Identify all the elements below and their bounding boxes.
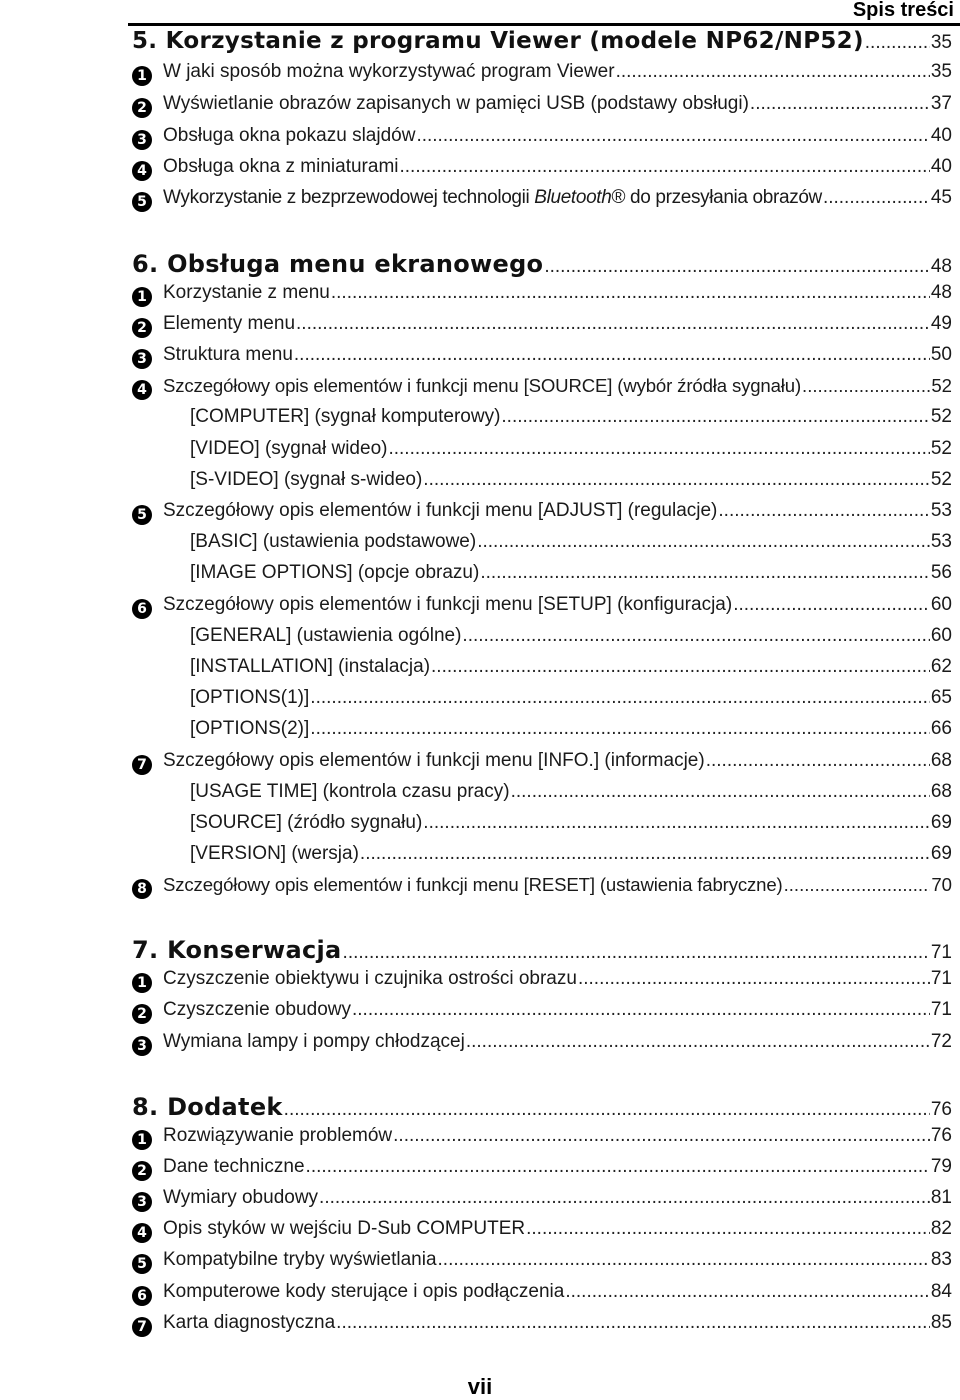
toc-entry-row [190, 812, 952, 834]
toc-entry-row [190, 656, 952, 678]
toc-page-number: 52 [931, 375, 952, 396]
toc-subentry[interactable] [0, 656, 952, 686]
dot-leader [306, 1156, 930, 1178]
toc-entry-row [132, 936, 952, 964]
toc-number-badge: 7 [132, 1317, 152, 1337]
toc-entry-row [190, 718, 952, 740]
toc-entry-title: 8. Dodatek [132, 1093, 283, 1121]
toc-entry-title: Komputerowe kody sterujące i opis podłączenia [163, 1281, 565, 1302]
toc-entry-row [163, 874, 952, 896]
toc-page-number: 65 [930, 687, 952, 708]
toc-entry[interactable] [0, 1249, 952, 1279]
toc-entry-row [163, 375, 952, 397]
toc-entry-title: [OPTIONS(1)] [190, 687, 310, 708]
toc-page-number: 71 [930, 942, 952, 963]
toc-page-number: 69 [930, 812, 952, 833]
toc-page-number: 56 [930, 562, 952, 583]
toc-entry-title: [COMPUTER] (sygnał komputerowy) [190, 406, 501, 427]
toc-page-number: 83 [930, 1249, 952, 1270]
dot-leader [526, 1218, 930, 1240]
toc-entry-row [163, 999, 952, 1021]
toc-number-badge: 1 [132, 1130, 152, 1150]
toc-chapter[interactable] [0, 936, 952, 966]
toc-entry[interactable] [0, 750, 952, 780]
toc-entry-title: Obsługa okna pokazu slajdów [163, 125, 416, 146]
toc-number-badge: 2 [132, 1161, 152, 1181]
toc-entry-title: [IMAGE OPTIONS] (opcje obrazu) [190, 562, 480, 583]
dot-leader [802, 375, 930, 397]
toc-page-number: 53 [930, 531, 952, 552]
toc-number-badge: 1 [132, 66, 152, 86]
toc-number-badge: 2 [132, 1004, 152, 1024]
toc-page-number: 45 [930, 187, 952, 208]
toc-entry[interactable] [0, 1218, 952, 1248]
toc-entry[interactable] [0, 187, 952, 217]
toc-page-number: 85 [930, 1312, 952, 1333]
header-rule [128, 23, 960, 26]
toc-entry[interactable] [0, 874, 952, 904]
toc-entry-row [163, 93, 952, 115]
toc-number-badge: 6 [132, 599, 152, 619]
toc-entry-row [163, 1218, 952, 1240]
dot-leader [784, 874, 931, 896]
toc-chapter[interactable] [0, 250, 952, 280]
toc-page-number: 82 [930, 1218, 952, 1239]
dot-leader [865, 32, 930, 54]
toc-number-badge: 6 [132, 1286, 152, 1306]
dot-leader [511, 781, 930, 803]
toc-subentry[interactable] [0, 843, 952, 873]
toc-entry[interactable] [0, 1281, 952, 1311]
toc-entry-row [163, 1312, 952, 1334]
toc-subentry[interactable] [0, 625, 952, 655]
dot-leader [343, 942, 930, 964]
toc-number-badge: 8 [132, 879, 152, 899]
dot-leader [416, 125, 929, 147]
dot-leader [352, 999, 930, 1021]
dot-leader [718, 500, 929, 522]
toc-page-number: 60 [930, 625, 952, 646]
dot-leader [565, 1281, 930, 1303]
toc-page-number: 81 [930, 1187, 952, 1208]
toc-entry-title: Korzystanie z menu [163, 282, 330, 303]
toc-page-number: 70 [931, 874, 952, 895]
toc-entry[interactable] [0, 313, 952, 343]
toc-number-badge: 3 [132, 349, 152, 369]
toc-page-number: 60 [930, 594, 952, 615]
toc-page-number: 79 [930, 1156, 952, 1177]
dot-leader [823, 187, 930, 209]
toc-entry-row [190, 469, 952, 491]
toc-entry-title: [INSTALLATION] (instalacja) [190, 656, 431, 677]
dot-leader [438, 1249, 930, 1271]
toc-entry-title: 6. Obsługa menu ekranowego [132, 250, 544, 278]
toc-entry-row [190, 687, 952, 709]
toc-entry-row [163, 1281, 952, 1303]
page-number: vii [467, 1374, 493, 1399]
toc-entry[interactable] [0, 968, 952, 998]
toc-page-number: 69 [930, 843, 952, 864]
dot-leader [319, 1187, 930, 1209]
toc-page-number: 40 [930, 156, 952, 177]
toc-entry[interactable] [0, 125, 952, 155]
toc-entry-row [163, 1249, 952, 1271]
toc-entry[interactable] [0, 999, 952, 1029]
toc-number-badge: 5 [132, 505, 152, 525]
toc-entry-title: [SOURCE] (źródło sygnału) [190, 812, 423, 833]
toc-page-number: 37 [930, 93, 952, 114]
toc-entry-row [190, 781, 952, 803]
toc-entry-title: 7. Konserwacja [132, 936, 342, 964]
toc-page-number: 48 [930, 282, 952, 303]
toc-number-badge: 4 [132, 161, 152, 181]
toc-entry-row [132, 250, 952, 278]
dot-leader [706, 750, 930, 772]
toc-page-number: 71 [930, 999, 952, 1020]
toc-entry-title: Szczegółowy opis elementów i funkcji menu [ADJUST] (regulacje) [163, 500, 718, 521]
toc-subentry[interactable] [0, 531, 952, 561]
dot-leader [750, 93, 930, 115]
toc-entry[interactable] [0, 156, 952, 186]
toc-entry[interactable] [0, 1031, 952, 1061]
dot-leader [336, 1312, 930, 1334]
dot-leader [360, 843, 930, 865]
toc-entry-row [163, 500, 952, 522]
toc-entry-row [163, 156, 952, 178]
toc-entry-row [163, 61, 952, 83]
toc-entry-row [190, 531, 952, 553]
toc-entry-row [163, 968, 952, 990]
toc-number-badge: 3 [132, 1036, 152, 1056]
toc-entry[interactable] [0, 61, 952, 91]
dot-leader [294, 344, 930, 366]
dot-leader [480, 562, 930, 584]
dot-leader [310, 718, 930, 740]
dot-leader [423, 469, 930, 491]
dot-leader [616, 61, 930, 83]
toc-subentry[interactable] [0, 687, 952, 717]
toc-entry-title: Wyświetlanie obrazów zapisanych w pamięci USB (podstawy obsługi) [163, 93, 749, 114]
dot-leader [310, 687, 930, 709]
toc-entry-title: Rozwiązywanie problemów [163, 1125, 393, 1146]
toc-page-number: 50 [930, 344, 952, 365]
toc-number-badge: 2 [132, 98, 152, 118]
toc-entry-row [163, 187, 952, 209]
toc-subentry[interactable] [0, 469, 952, 499]
dot-leader [733, 594, 930, 616]
toc-entry[interactable] [0, 594, 952, 624]
dot-leader [284, 1099, 930, 1121]
toc-number-badge: 4 [132, 380, 152, 400]
toc-entry-title: Szczegółowy opis elementów i funkcji menu [INFO.] (informacje) [163, 750, 705, 771]
toc-entry-row [163, 313, 952, 335]
toc-number-badge: 4 [132, 1223, 152, 1243]
toc-page-number: 52 [930, 438, 952, 459]
toc-page-number: 84 [930, 1281, 952, 1302]
toc-entry-title: [S-VIDEO] (sygnał s-wideo) [190, 469, 423, 490]
toc-entry-title: Szczegółowy opis elementów i funkcji menu [RESET] (ustawienia fabryczne) [163, 874, 783, 895]
toc-entry-title: Wymiary obudowy [163, 1187, 319, 1208]
toc-page-number: 72 [930, 1031, 952, 1052]
toc-entry-title: [BASIC] (ustawienia podstawowe) [190, 531, 477, 552]
toc-entry-title: Opis styków w wejściu D-Sub COMPUTER [163, 1218, 526, 1239]
dot-leader [423, 812, 930, 834]
toc-entry-title: Obsługa okna z miniaturami [163, 156, 399, 177]
dot-leader [501, 406, 929, 428]
toc-number-badge: 7 [132, 755, 152, 775]
toc-entry-row [190, 562, 952, 584]
dot-leader [388, 438, 929, 460]
toc-entry[interactable] [0, 375, 952, 405]
toc-number-badge: 3 [132, 130, 152, 150]
toc-page-number: 62 [930, 656, 952, 677]
dot-leader [477, 531, 930, 553]
toc-page-number: 66 [930, 718, 952, 739]
dot-leader [578, 968, 930, 990]
toc-entry-title: Karta diagnostyczna [163, 1312, 336, 1333]
toc-entry-title: 5. Korzystanie z programu Viewer (modele NP62/NP52) [132, 28, 864, 54]
toc-page-number: 35 [930, 32, 952, 53]
dot-leader [393, 1125, 930, 1147]
dot-leader [431, 656, 930, 678]
toc-entry-row [163, 125, 952, 147]
toc-entry-row [163, 750, 952, 772]
toc-entry-title: W jaki sposób można wykorzystywać program Viewer [163, 61, 615, 82]
toc-number-badge: 3 [132, 1192, 152, 1212]
toc-page-number: 35 [930, 61, 952, 82]
toc-page-number: 52 [930, 406, 952, 427]
toc-entry-title: Elementy menu [163, 313, 296, 334]
toc-entry[interactable] [0, 1156, 952, 1186]
toc-entry-title: Wymiana lampy i pompy chłodzącej [163, 1031, 465, 1052]
toc-entry[interactable] [0, 1187, 952, 1217]
toc-entry-title: [VIDEO] (sygnał wideo) [190, 438, 388, 459]
toc-entry-row [163, 1125, 952, 1147]
toc-entry-title: Szczegółowy opis elementów i funkcji menu [SETUP] (konfiguracja) [163, 594, 733, 615]
toc-entry-title: Kompatybilne tryby wyświetlania [163, 1249, 437, 1270]
toc-page-number: 48 [930, 256, 952, 277]
toc-subentry[interactable] [0, 406, 952, 436]
toc-entry[interactable] [0, 282, 952, 312]
toc-entry-title: [GENERAL] (ustawienia ogólne) [190, 625, 462, 646]
toc-number-badge: 5 [132, 1254, 152, 1274]
toc-entry-row [190, 625, 952, 647]
toc-subentry[interactable] [0, 781, 952, 811]
toc-entry-row [163, 282, 952, 304]
toc-subentry[interactable] [0, 812, 952, 842]
toc-number-badge: 5 [132, 192, 152, 212]
toc-page-number: 76 [930, 1125, 952, 1146]
dot-leader [544, 256, 930, 278]
toc-entry-row [163, 1156, 952, 1178]
toc-subentry[interactable] [0, 718, 952, 748]
dot-leader [331, 282, 930, 304]
dot-leader [462, 625, 929, 647]
toc-entry-row [190, 843, 952, 865]
toc-page-number: 40 [930, 125, 952, 146]
toc-entry-title: [VERSION] (wersja) [190, 843, 359, 864]
toc-page-number: 53 [930, 500, 952, 521]
toc-entry-title: Dane techniczne [163, 1156, 305, 1177]
toc-entry[interactable] [0, 344, 952, 374]
toc-page-number: 68 [930, 750, 952, 771]
toc-page-number: 71 [930, 968, 952, 989]
toc-page-number: 52 [930, 469, 952, 490]
toc-entry-row [163, 1031, 952, 1053]
toc-entry[interactable] [0, 93, 952, 123]
toc-entry-title: Struktura menu [163, 344, 293, 365]
toc-entry-row [163, 344, 952, 366]
toc-page-number: 68 [930, 781, 952, 802]
toc-entry-title: Wykorzystanie z bezprzewodowej technologii Bluetooth® do przesyłania obrazów [163, 187, 822, 208]
dot-leader [400, 156, 930, 178]
toc-entry[interactable] [0, 1312, 952, 1342]
toc-entry-row [163, 594, 952, 616]
toc-entry-row [132, 28, 952, 54]
toc-entry-title: Czyszczenie obiektywu i czujnika ostrości obrazu [163, 968, 577, 989]
toc-entry-title: Szczegółowy opis elementów i funkcji menu [SOURCE] (wybór źródła sygnału) [163, 375, 802, 396]
toc-number-badge: 2 [132, 318, 152, 338]
toc-page-number: 49 [930, 313, 952, 334]
toc-entry-row [190, 438, 952, 460]
toc-entry[interactable] [0, 1125, 952, 1155]
dot-leader [296, 313, 930, 335]
toc-entry-row [190, 406, 952, 428]
toc-entry-row [163, 1187, 952, 1209]
toc-chapter[interactable] [0, 1093, 952, 1123]
toc-entry[interactable] [0, 500, 952, 530]
header-title: Spis treści [852, 0, 954, 21]
toc-page-number: 76 [930, 1099, 952, 1120]
toc-entry-row [132, 1093, 952, 1121]
toc-number-badge: 1 [132, 287, 152, 307]
dot-leader [466, 1031, 930, 1053]
toc-entry-title: Czyszczenie obudowy [163, 999, 351, 1020]
toc-entry-title: [OPTIONS(2)] [190, 718, 310, 739]
toc-subentry[interactable] [0, 438, 952, 468]
toc-chapter[interactable] [0, 28, 952, 58]
toc-number-badge: 1 [132, 973, 152, 993]
toc-entry-title: [USAGE TIME] (kontrola czasu pracy) [190, 781, 510, 802]
toc-subentry[interactable] [0, 562, 952, 592]
